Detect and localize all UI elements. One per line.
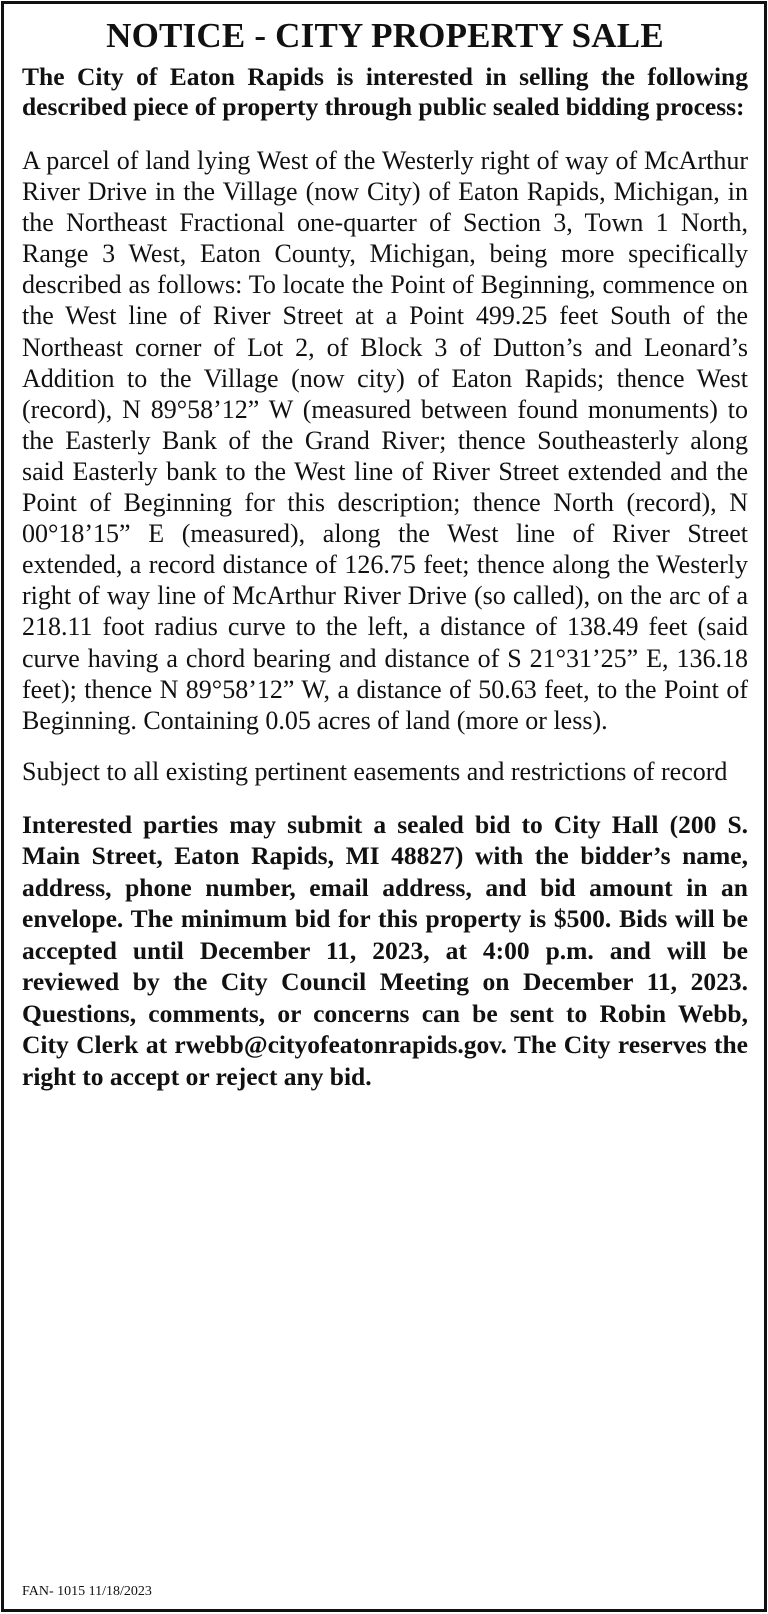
intro-paragraph: The City of Eaton Rapids is interested in selling the following described piece of property through public sealed bidding process: <box>22 62 748 121</box>
subject-clause: Subject to all existing pertinent easements and restrictions of record <box>22 756 728 786</box>
footer-code: FAN- 1015 11/18/2023 <box>22 1584 152 1599</box>
legal-description: A parcel of land lying West of the Westerly right of way of McArthur River Drive in the Village (now City) of Eaton Rapids, Michigan, in the Northeast Fractional one-quarter of Section 3, Town 1 North, Range 3 West, Eaton County, Michigan, being more specifically described as follows: To locate the Point of Beginning, commence on the West line of River Street at a Point 499.25 feet South of the Northeast corner of Lot 2, of Block 3 of Dutton’s and Leonard’s Addition to the Village (now city) of Eaton Rapids; thence West (record), N 89°58’12” W (measured between found monuments) to the Easterly Bank of the Grand River; thence Southeasterly along said Easterly bank to the West line of River Street extended and the Point of Beginning for this description; thence North (record), N 00°18’15” E (measured), along the West line of River Street extended, a record distance of 126.75 feet; thence along the Westerly right of way line of McArthur River Drive (so called), on the arc of a 218.11 foot radius curve to the left, a distance of 138.49 feet (said curve having a chord bearing and distance of S 21°31’25” E, 136.18 feet); thence N 89°58’12” W, a distance of 50.63 feet, to the Point of Beginning. Containing 0.05 acres of land (more or less). <box>22 146 748 735</box>
bid-instructions: Interested parties may submit a sealed bid to City Hall (200 S. Main Street, Eaton Rapids, MI 48827) with the bidder’s name, address, phone number, email address, and bid amount in an envelope. The minimum bid for this property is $500. Bids will be accepted until December 11, 2023, at 4:00 p.m. and will be reviewed by the City Council Meeting on December 11, 2023. Questions, comments, or concerns can be sent to Robin Webb, City Clerk at rwebb@cityofeatonrapids.gov. The City reserves the right to accept or reject any bid. <box>22 809 748 1091</box>
notice-box <box>1 1 767 1612</box>
notice-title: NOTICE - CITY PROPERTY SALE <box>106 16 664 55</box>
